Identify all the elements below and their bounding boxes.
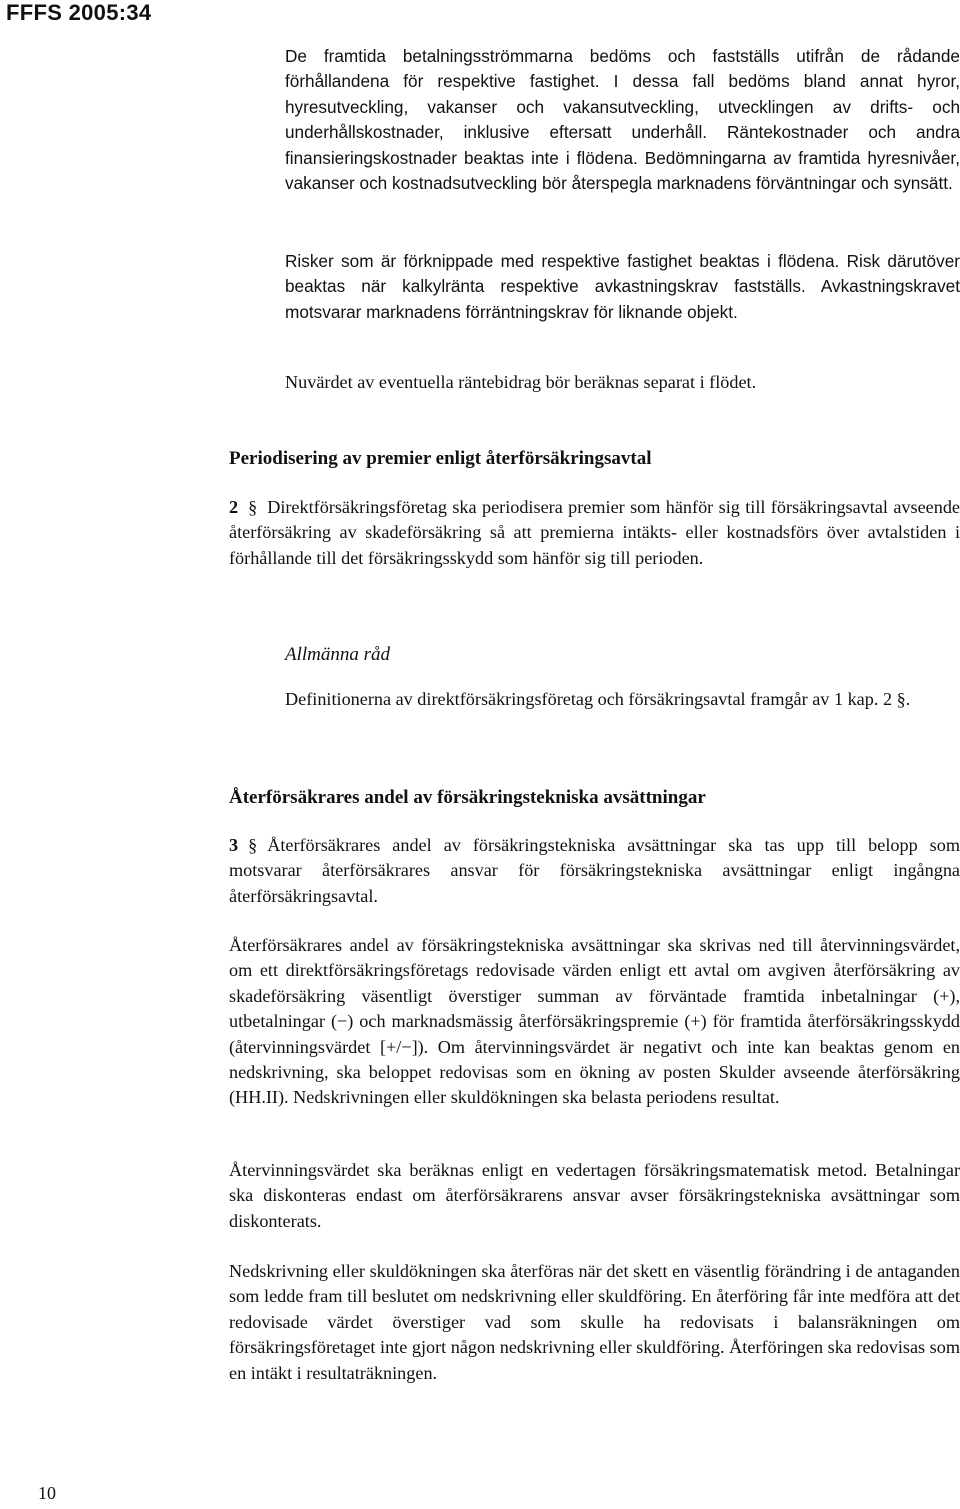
paragraph-writedown: Återförsäkrares andel av försäkringstekniska avsättningar ska skrivas ned till återvinningsvärdet, om ett direktförsäkringsföretags redovisade värden enligt ett avtal om avgiven återförsäkring av skadeförsäkring väsentligt överstiger summan av förväntade framtida inbetalningar (+), utbetalningar (−) och marknadsmässig återförsäkringspremie (+) för framtida återförsäkringsskydd (återvinningsvärdet [+/−]). Om återvinningsvärdet är negativt och inte kan beaktas genom en nedskrivning, ska beloppet redovisas som en ökning av posten Skulder avseende återförsäkring (HH.II). Nedskrivningen eller skuldökningen ska belasta periodens resultat. [229,935,960,1108]
section-sign: § [896,689,906,709]
paragraph-general-advice [285,687,960,712]
paragraph-section-3 [229,833,960,909]
paragraph-recovery-value: Återvinningsvärdet ska beräknas enligt en vedertagen försäkringsmatematisk metod. Betalningar ska diskonteras endast om återförsäkrarens ansvar avser försäkringstekniska avsättningar som diskonterats. [229,1160,960,1231]
document-id: FFFS 2005:34 [6,0,152,25]
section-number: 2 [229,497,239,517]
paragraph-reversal: Nedskrivning eller skuldökningen ska återföras när det skett en väsentlig förändring i de antaganden som ledde fram till beslutet om nedskrivning eller skuldföring. En återföring får inte medföra att det redovisade värdet överstiger vad som skulle ha redovisats i balansräkningen om försäkringsföretaget inte gjort någon nedskrivning eller skuldföring. Återföringen ska redovisas som en intäkt i resultaträkningen. [229,1261,960,1383]
paragraph-present-value: Nuvärdet av eventuella räntebidrag bör beräknas separat i flödet. [285,372,757,392]
section-sign: § [248,835,258,855]
section-heading-periodisering: Periodisering av premier enligt återförsäkringsavtal [229,448,652,469]
paragraph-risks: Risker som är förknippade med respektive fastighet beaktas i flödena. Risk därutöver beaktas när kalkylränta respektive avkastningskrav fastställs. Avkastningskravet motsvarar marknadens förräntningskrav för liknande objekt. [285,251,960,322]
paragraph-section-2 [229,495,960,571]
page-number: 10 [38,1483,56,1503]
section-sign: § [248,497,258,517]
general-advice-text: Definitionerna av direktförsäkringsföretag och försäkringsavtal framgår av 1 kap. 2 [285,689,893,709]
section-number: 3 [229,835,239,855]
general-advice-end: . [905,689,911,709]
section-heading-aterforsakrare: Återförsäkrares andel av försäkringstekniska avsättningar [229,787,706,808]
general-advice-heading: Allmänna råd [285,644,391,665]
section-3-text: Återförsäkrares andel av försäkringstekniska avsättningar ska tas upp till belopp som motsvarar återförsäkrares ansvar för försäkringstekniska avsättningar enligt ingångna återförsäkringsavtal. [229,835,960,906]
paragraph-cashflows: De framtida betalningsströmmarna bedöms och fastställs utifrån de rådande förhållandena för respektive fastighet. I dessa fall bedöms bland annat hyror, hyresutveckling, vakanser och vakansutveckling, utvecklingen av drifts- och underhållskostnader, inklusive eftersatt underhåll. Räntekostnader och andra finansieringskostnader beaktas inte i flödena. Bedömningarna av framtida hyresnivåer, vakanser och kostnadsutveckling bör återspegla marknadens förväntningar och synsätt. [285,46,960,194]
section-2-text: Direktförsäkringsföretag ska periodisera premier som hänför sig till försäkringsavtal avseende återförsäkring av skadeförsäkring så att premierna intäkts- eller kostnadsförs över avtalstiden i förhållande till det försäkringsskydd som hänför sig till perioden. [229,497,960,568]
